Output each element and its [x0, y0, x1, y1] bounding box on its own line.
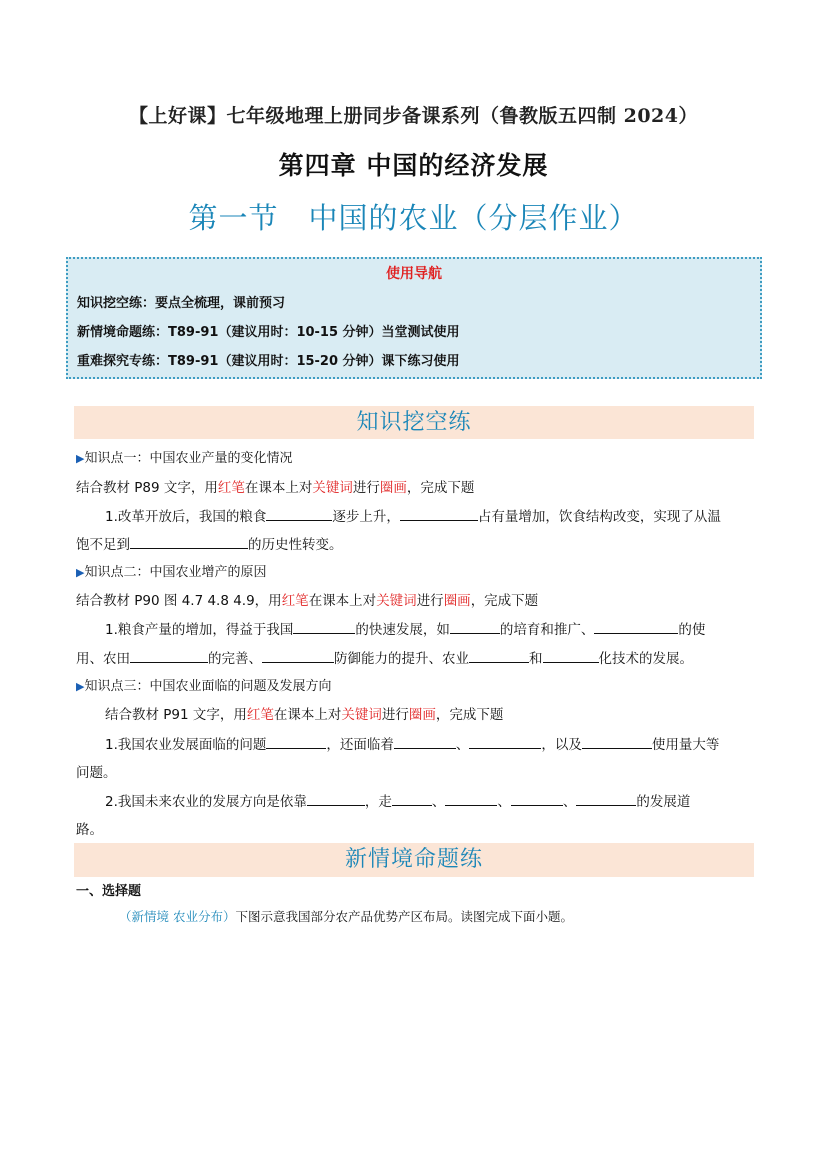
fill-blank[interactable] — [262, 649, 334, 663]
fill-blank[interactable] — [450, 620, 500, 634]
question-line: 路。 — [76, 822, 103, 838]
fill-blank[interactable] — [400, 507, 478, 521]
section-band-knowledge: 知识挖空练 — [74, 406, 754, 439]
fill-blank[interactable] — [576, 792, 636, 806]
fill-blank[interactable] — [130, 535, 248, 549]
choice-section-heading: 一、选择题 — [76, 884, 142, 899]
knowledge-point-title: ▶知识点二：中国农业增产的原因 — [76, 565, 267, 580]
fill-blank[interactable] — [594, 620, 678, 634]
question-stem: （新情境 农业分布）下图示意我国部分农产品优势产区布局。读图完成下面小题。 — [119, 909, 573, 924]
question-line: 用、农田 的完善、 防御能力的提升、农业 和 化技术的发展。 — [76, 651, 693, 667]
instruction-line: 结合教材 P89 文字，用红笔在课本上对关键词进行圈画，完成下题 — [76, 480, 475, 496]
usage-guide-heading: 使用导航 — [386, 266, 442, 282]
section-name: 中国的农业（分层作业） — [308, 201, 639, 235]
usage-guide-line: 知识挖空练：要点全梳理，课前预习 — [77, 296, 286, 311]
question-line: 问题。 — [76, 765, 117, 781]
fill-blank[interactable] — [469, 735, 541, 749]
instruction-line: 结合教材 P91 文字，用红笔在课本上对关键词进行圈画，完成下题 — [105, 707, 504, 723]
section-title — [0, 196, 827, 237]
question-line: 1.我国农业发展面临的问题 ，还面临着 、 ，以及 使用量大等 — [105, 737, 720, 753]
fill-blank[interactable] — [130, 649, 208, 663]
fill-blank[interactable] — [266, 735, 326, 749]
triangle-icon: ▶ — [76, 566, 85, 579]
question-line: 1.改革开放后，我国的粮食 逐步上升， 占有量增加，饮食结构改变，实现了从温 — [105, 509, 721, 525]
usage-guide-line: 新情境命题练：T89-91（建议用时：10-15 分钟）当堂测试使用 — [77, 325, 460, 340]
fill-blank[interactable] — [392, 792, 432, 806]
fill-blank[interactable] — [511, 792, 563, 806]
question-line: 2.我国未来农业的发展方向是依靠 ，走 、 、 、 的发展道 — [105, 794, 691, 810]
question-line: 饱不足到 的历史性转变。 — [76, 537, 343, 553]
fill-blank[interactable] — [293, 620, 355, 634]
triangle-icon: ▶ — [76, 680, 85, 693]
fill-blank[interactable] — [307, 792, 365, 806]
fill-blank[interactable] — [469, 649, 529, 663]
chapter-title: 第四章 中国的经济发展 — [278, 151, 549, 180]
instruction-line: 结合教材 P90 图 4.7 4.8 4.9，用红笔在课本上对关键词进行圈画，完成下题 — [76, 593, 539, 609]
section-band-new-context: 新情境命题练 — [74, 843, 754, 877]
usage-guide-line: 重难探究专练：T89-91（建议用时：15-20 分钟）课下练习使用 — [77, 354, 460, 369]
triangle-icon: ▶ — [76, 452, 85, 465]
knowledge-point-title: ▶知识点一：中国农业产量的变化情况 — [76, 451, 293, 466]
fill-blank[interactable] — [445, 792, 497, 806]
section-number: 第一节 — [188, 201, 279, 235]
fill-blank[interactable] — [394, 735, 456, 749]
knowledge-point-title: ▶知识点三：中国农业面临的问题及发展方向 — [76, 679, 332, 694]
fill-blank[interactable] — [543, 649, 599, 663]
fill-blank[interactable] — [582, 735, 652, 749]
usage-guide-box — [66, 257, 762, 379]
fill-blank[interactable] — [266, 507, 332, 521]
series-title: 【上好课】七年级地理上册同步备课系列（鲁教版五四制 2024） — [129, 105, 698, 127]
question-line: 1.粮食产量的增加，得益于我国 的快速发展，如 的培育和推广、 的使 — [105, 622, 706, 638]
question-tag: （新情境 农业分布） — [119, 909, 236, 924]
